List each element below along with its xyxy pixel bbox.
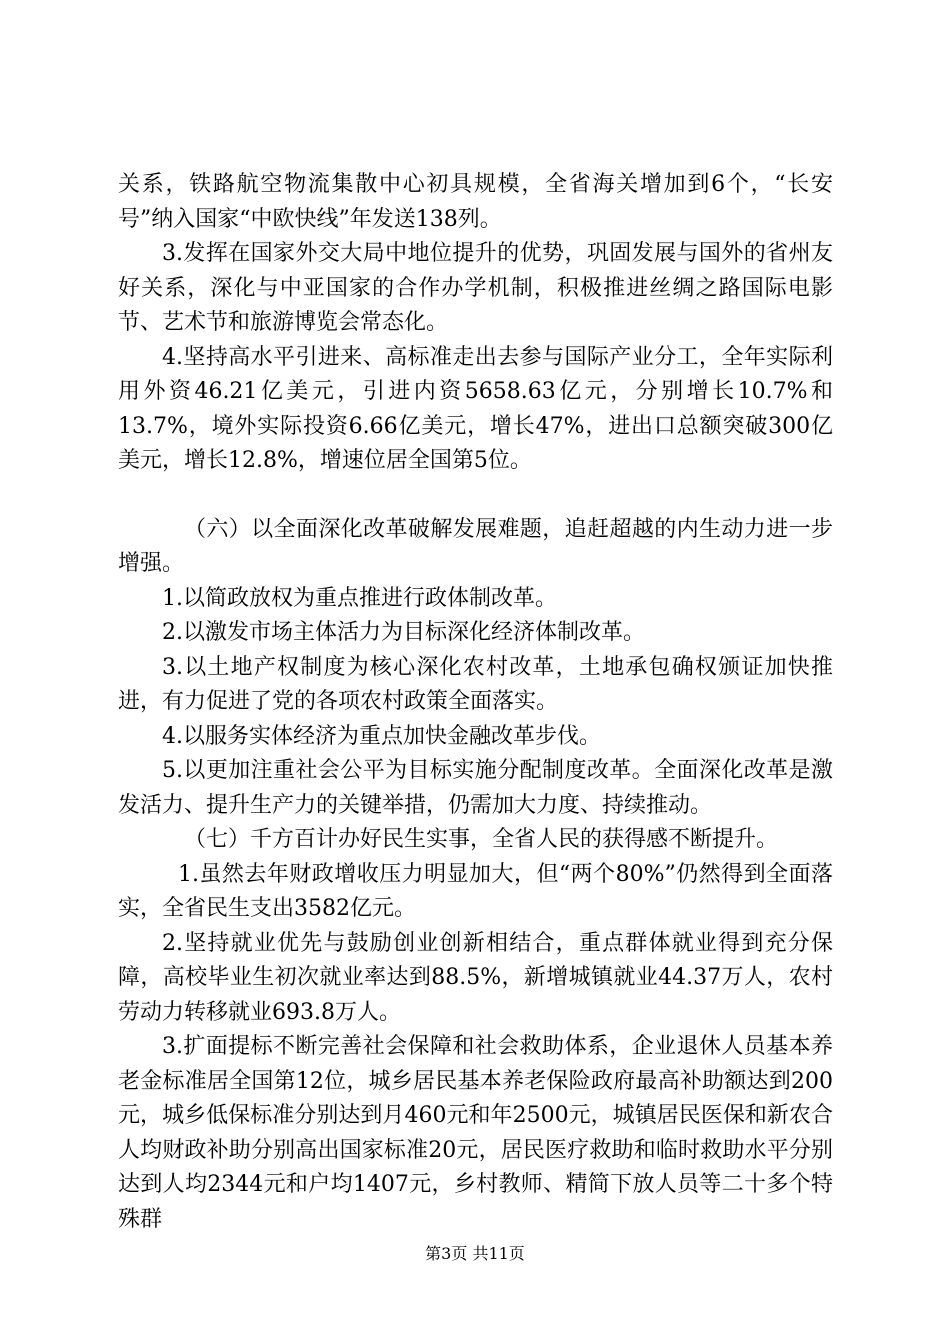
paragraph-spacer — [118, 479, 833, 513]
paragraph-reform-item-5: 5.以更加注重社会公平为目标实施分配制度改革。全面深化改革是激发活力、提升生产力的关键举措，仍需加大力度、持续推动。 — [118, 758, 833, 818]
paragraph-item-4-investment: 4.坚持高水平引进来、高标准走出去参与国际产业分工，全年实际利用外资46.21亿美元，引进内资5658.63亿元，分别增长10.7%和13.7%，境外实际投资6.66亿美元，增长47%，进出口总额突破300亿美元，增长12.8%，增速位居全国第5位。 — [118, 344, 833, 473]
paragraph-livelihood-item-1: 1.虽然去年财政增收压力明显加大，但“两个80%”仍然得到全面落实，全省民生支出3582亿元。 — [118, 861, 833, 921]
paragraph-reform-item-2: 2.以激发市场主体活力为目标深化经济体制改革。 — [162, 620, 645, 645]
paragraph-item-3-diplomacy: 3.发挥在国家外交大局中地位提升的优势，巩固发展与国外的省州友好关系，深化与中亚国家的合作办学机制，积极推进丝绸之路国际电影节、艺术节和旅游博览会常态化。 — [118, 241, 833, 335]
section-heading-seven: （七）千方百计办好民生实事，全省人民的获得感不断提升。 — [184, 827, 779, 852]
document-body — [118, 168, 833, 1237]
paragraph-continuation: 关系，铁路航空物流集散中心初具规模，全省海关增加到6个，“长安号”纳入国家“中欧快线”年发送138列。 — [118, 172, 833, 232]
paragraph-livelihood-item-3: 3.扩面提标不断完善社会保障和社会救助体系，企业退休人员基本养老金标准居全国第12位，城乡居民基本养老保险政府最高补助额达到200元，城乡低保标准分别达到月460元和年2500元，城镇居民医保和新农合人均财政补助分别高出国家标准20元，居民医疗救助和临时救助水平分别达到人均2344元和户均1407元，乡村教师、精简下放人员等二十多个特殊群 — [118, 1034, 833, 1232]
paragraph-reform-item-4: 4.以服务实体经济为重点加快金融改革步伐。 — [162, 723, 601, 749]
section-heading-six: （六）以全面深化改革破解发展难题，追赶超越的内生动力进一步增强。 — [118, 516, 833, 576]
paragraph-reform-item-1: 1.以简政放权为重点推进行政体制改革。 — [162, 585, 557, 611]
paragraph-reform-item-3: 3.以土地产权制度为核心深化农村改革，土地承包确权颁证加快推进，有力促进了党的各项农村政策全面落实。 — [118, 654, 833, 714]
paragraph-livelihood-item-2: 2.坚持就业优先与鼓励创业创新相结合，重点群体就业得到充分保障，高校毕业生初次就业率达到88.5%，新增城镇就业44.37万人，农村劳动力转移就业693.8万人。 — [118, 930, 833, 1025]
page-number-footer: 第3页 共11页 — [425, 1244, 525, 1263]
